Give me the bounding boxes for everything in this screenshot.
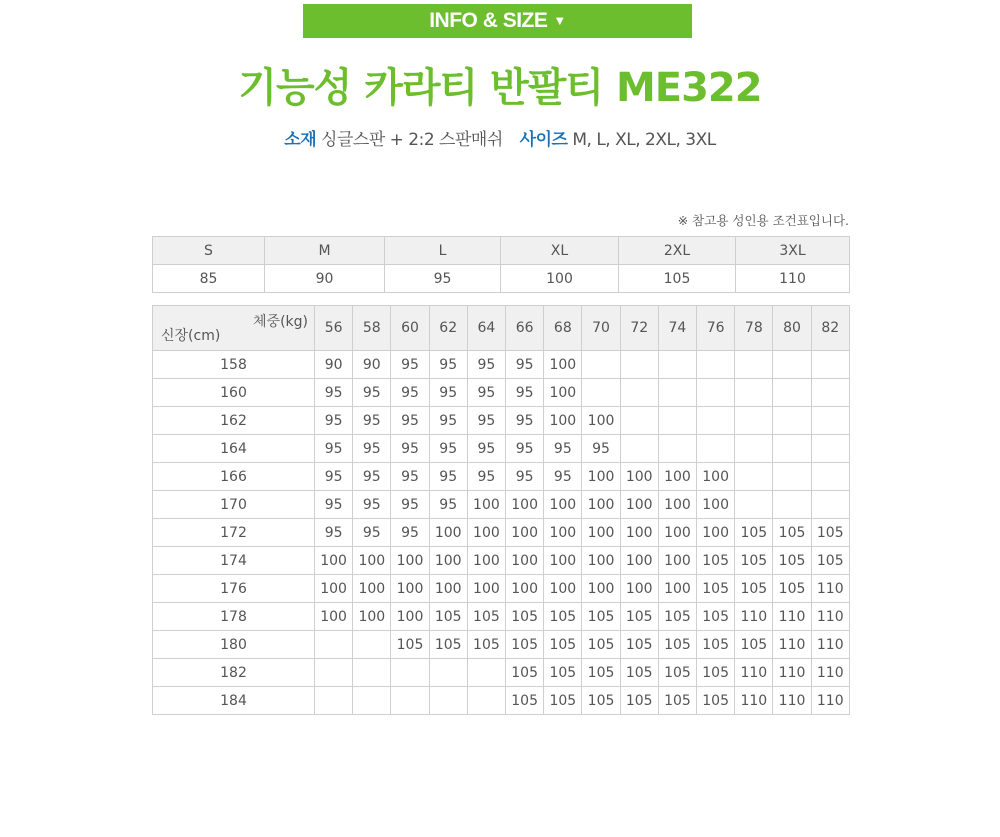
size-cell: 95 [429, 463, 467, 491]
weight-header-cell: 68 [544, 306, 582, 351]
size-cell: 105 [391, 631, 429, 659]
size-chart-row [153, 631, 850, 659]
size-cell: 100 [315, 575, 353, 603]
height-cell: 164 [153, 435, 315, 463]
size-chart-row [153, 435, 850, 463]
size-cell: 100 [467, 491, 505, 519]
size-cell [811, 407, 849, 435]
size-cell: 95 [506, 379, 544, 407]
size-cell: 105 [658, 631, 696, 659]
weight-axis-label: 체중(kg) [253, 314, 308, 330]
size-cell: 95 [315, 379, 353, 407]
size-cell: 105 [658, 659, 696, 687]
size-cell: 110 [773, 687, 811, 715]
height-cell: 162 [153, 407, 315, 435]
weight-header-cell: 82 [811, 306, 849, 351]
height-cell: 182 [153, 659, 315, 687]
size-cell: 100 [391, 575, 429, 603]
size-cell: 105 [620, 603, 658, 631]
height-cell: 172 [153, 519, 315, 547]
size-cell: 105 [658, 603, 696, 631]
size-cell: 110 [811, 631, 849, 659]
size-cell [391, 687, 429, 715]
size-cell [811, 463, 849, 491]
size-cell: 105 [506, 603, 544, 631]
size-cell: 105 [544, 687, 582, 715]
size-cell [658, 351, 696, 379]
size-cell: 95 [429, 435, 467, 463]
size-cell: 100 [467, 547, 505, 575]
size-cell: 105 [697, 687, 735, 715]
size-cell: 105 [620, 687, 658, 715]
weight-header-cell: 58 [353, 306, 391, 351]
size-cell [697, 379, 735, 407]
size-cell: 110 [811, 575, 849, 603]
size-cell [315, 687, 353, 715]
size-cell: 105 [506, 631, 544, 659]
size-cell [467, 659, 505, 687]
size-cell: 95 [353, 519, 391, 547]
size-cell [697, 351, 735, 379]
size-cell: 100 [544, 407, 582, 435]
size-label-cell: M [265, 237, 385, 265]
size-cell [620, 407, 658, 435]
size-cell: 100 [429, 575, 467, 603]
size-cell: 95 [467, 435, 505, 463]
size-cell [697, 435, 735, 463]
size-cell [811, 435, 849, 463]
size-cell: 100 [658, 547, 696, 575]
size-cell: 95 [353, 379, 391, 407]
size-cell: 95 [353, 435, 391, 463]
size-cell: 100 [582, 407, 620, 435]
size-cell [353, 631, 391, 659]
size-label-cell: XL [501, 237, 619, 265]
size-cell: 100 [658, 491, 696, 519]
size-cell: 105 [773, 547, 811, 575]
size-cell [582, 351, 620, 379]
size-cell: 105 [697, 603, 735, 631]
size-chart-row [153, 519, 850, 547]
size-cell: 105 [582, 603, 620, 631]
size-cell: 95 [391, 407, 429, 435]
size-label-cell: 2XL [619, 237, 736, 265]
weight-header-cell: 76 [697, 306, 735, 351]
size-cell [773, 351, 811, 379]
size-cell [735, 379, 773, 407]
size-cell: 95 [467, 407, 505, 435]
size-cell: 95 [429, 407, 467, 435]
height-cell: 176 [153, 575, 315, 603]
weight-header-cell: 64 [467, 306, 505, 351]
size-cell: 95 [391, 519, 429, 547]
size-cell: 95 [506, 435, 544, 463]
size-cell: 95 [467, 351, 505, 379]
size-cell [773, 407, 811, 435]
diagonal-header-cell [153, 306, 315, 351]
size-cell: 100 [697, 491, 735, 519]
size-cell: 100 [582, 463, 620, 491]
size-cell [773, 379, 811, 407]
size-value-cell: 105 [619, 265, 736, 293]
size-chart-row [153, 687, 850, 715]
product-specs [0, 127, 1000, 153]
size-cell: 105 [544, 659, 582, 687]
size-cell [658, 435, 696, 463]
size-cell: 105 [773, 575, 811, 603]
size-chart-row [153, 463, 850, 491]
size-cell: 100 [429, 547, 467, 575]
size-cell: 100 [506, 491, 544, 519]
size-cell [620, 379, 658, 407]
size-chart-row [153, 379, 850, 407]
size-cell [315, 659, 353, 687]
banner-label: INFO & SIZE [429, 9, 548, 32]
size-cell: 100 [620, 491, 658, 519]
size-cell: 95 [315, 491, 353, 519]
size-cell: 100 [658, 463, 696, 491]
size-value-cell: 90 [265, 265, 385, 293]
height-cell: 170 [153, 491, 315, 519]
size-cell: 105 [620, 631, 658, 659]
size-cell: 100 [544, 491, 582, 519]
size-cell [429, 687, 467, 715]
size-cell: 95 [506, 407, 544, 435]
height-cell: 166 [153, 463, 315, 491]
size-cell: 105 [506, 659, 544, 687]
size-cell [735, 435, 773, 463]
size-cell: 105 [697, 575, 735, 603]
size-cell: 95 [315, 463, 353, 491]
size-cell: 105 [735, 519, 773, 547]
size-cell: 95 [544, 435, 582, 463]
size-cell: 90 [353, 351, 391, 379]
material-value: 싱글스판 + 2:2 스판매쉬 [321, 130, 503, 150]
weight-header-cell: 70 [582, 306, 620, 351]
size-chart-row [153, 575, 850, 603]
material-label: 소재 [284, 130, 317, 150]
size-cell: 95 [315, 519, 353, 547]
weight-header-cell: 74 [658, 306, 696, 351]
size-cell: 100 [620, 463, 658, 491]
size-label: 사이즈 [519, 130, 568, 150]
size-cell [391, 659, 429, 687]
size-chart-row [153, 491, 850, 519]
size-value-cell: 85 [153, 265, 265, 293]
size-cell: 95 [544, 463, 582, 491]
size-cell: 105 [620, 659, 658, 687]
size-cell: 95 [353, 463, 391, 491]
size-cell [620, 435, 658, 463]
size-cell: 100 [658, 519, 696, 547]
size-cell: 105 [467, 603, 505, 631]
size-cell: 100 [506, 575, 544, 603]
height-cell: 158 [153, 351, 315, 379]
size-cell: 100 [544, 519, 582, 547]
size-cell [620, 351, 658, 379]
size-cell: 95 [506, 463, 544, 491]
size-cell: 95 [353, 407, 391, 435]
size-cell: 105 [735, 631, 773, 659]
size-cell [735, 491, 773, 519]
size-cell [658, 379, 696, 407]
size-cell: 100 [620, 575, 658, 603]
size-cell: 95 [506, 351, 544, 379]
size-cell [735, 407, 773, 435]
size-cell [773, 435, 811, 463]
size-cell [735, 351, 773, 379]
size-label-row [153, 237, 850, 265]
size-cell: 105 [582, 631, 620, 659]
size-chart-row [153, 407, 850, 435]
size-cell: 100 [353, 575, 391, 603]
size-chart-row [153, 659, 850, 687]
size-cell [697, 407, 735, 435]
size-cell: 100 [467, 575, 505, 603]
size-cell: 95 [391, 463, 429, 491]
size-cell [773, 491, 811, 519]
size-chart-row [153, 351, 850, 379]
size-cell: 100 [544, 379, 582, 407]
size-cell: 105 [735, 547, 773, 575]
size-cell [735, 463, 773, 491]
size-cell: 100 [697, 463, 735, 491]
size-cell: 105 [811, 547, 849, 575]
size-cell: 100 [391, 547, 429, 575]
height-cell: 160 [153, 379, 315, 407]
size-cell: 110 [773, 631, 811, 659]
size-label-cell: L [385, 237, 501, 265]
size-cell: 110 [773, 659, 811, 687]
size-cell: 100 [658, 575, 696, 603]
size-cell: 105 [582, 687, 620, 715]
size-chart-table [152, 305, 850, 715]
size-cell [353, 687, 391, 715]
size-cell: 105 [582, 659, 620, 687]
size-cell: 105 [544, 631, 582, 659]
weight-header-cell: 60 [391, 306, 429, 351]
size-cell: 95 [391, 435, 429, 463]
size-cell: 95 [353, 491, 391, 519]
size-cell: 105 [429, 603, 467, 631]
size-cell: 100 [391, 603, 429, 631]
size-cell [658, 407, 696, 435]
size-cell: 100 [467, 519, 505, 547]
size-chart-row [153, 547, 850, 575]
size-cell: 110 [735, 603, 773, 631]
size-cell: 110 [735, 659, 773, 687]
size-cell: 100 [353, 603, 391, 631]
size-cell: 90 [315, 351, 353, 379]
size-cell: 100 [544, 351, 582, 379]
size-cell: 100 [620, 519, 658, 547]
size-cell: 100 [506, 519, 544, 547]
height-cell: 178 [153, 603, 315, 631]
size-cell: 110 [811, 659, 849, 687]
height-cell: 180 [153, 631, 315, 659]
size-cell: 100 [582, 519, 620, 547]
size-cell: 95 [315, 407, 353, 435]
size-cell: 105 [773, 519, 811, 547]
size-cell: 105 [735, 575, 773, 603]
size-cell: 100 [582, 547, 620, 575]
size-cell: 110 [811, 687, 849, 715]
size-cell: 95 [391, 491, 429, 519]
size-cell: 100 [353, 547, 391, 575]
weight-header-cell: 72 [620, 306, 658, 351]
weight-header-cell: 80 [773, 306, 811, 351]
weight-header-cell: 56 [315, 306, 353, 351]
size-cell [811, 351, 849, 379]
weight-header-cell: 78 [735, 306, 773, 351]
size-value-cell: 100 [501, 265, 619, 293]
size-cell: 95 [582, 435, 620, 463]
size-cell: 105 [697, 631, 735, 659]
size-cell: 95 [391, 379, 429, 407]
size-cell: 95 [429, 351, 467, 379]
size-cell: 100 [544, 547, 582, 575]
size-cell: 110 [773, 603, 811, 631]
size-cell: 105 [429, 631, 467, 659]
size-cell: 95 [467, 379, 505, 407]
size-label-cell: 3XL [736, 237, 850, 265]
weight-header-cell: 66 [506, 306, 544, 351]
size-conversion-table [152, 236, 850, 293]
size-cell: 100 [544, 575, 582, 603]
reference-note: ※ 참고용 성인용 조건표입니다. [677, 213, 849, 228]
size-cell: 95 [315, 435, 353, 463]
size-cell: 110 [811, 603, 849, 631]
size-cell: 105 [467, 631, 505, 659]
height-cell: 174 [153, 547, 315, 575]
weight-header-cell: 62 [429, 306, 467, 351]
size-label-cell: S [153, 237, 265, 265]
size-value-cell: 110 [736, 265, 850, 293]
size-chart-row [153, 603, 850, 631]
size-cell: 105 [544, 603, 582, 631]
size-cell: 100 [506, 547, 544, 575]
size-cell: 100 [582, 491, 620, 519]
size-cell: 100 [582, 575, 620, 603]
size-value: M, L, XL, 2XL, 3XL [572, 130, 716, 150]
size-cell: 100 [315, 547, 353, 575]
size-cell [429, 659, 467, 687]
size-cell [582, 379, 620, 407]
size-cell: 105 [697, 659, 735, 687]
triangle-down-icon: ▼ [553, 13, 566, 28]
size-cell: 100 [620, 547, 658, 575]
size-cell: 105 [811, 519, 849, 547]
size-cell: 100 [697, 519, 735, 547]
product-title: 기능성 카라티 반팔티 ME322 [238, 65, 762, 111]
size-cell [315, 631, 353, 659]
size-cell [467, 687, 505, 715]
size-value-row [153, 265, 850, 293]
size-cell [773, 463, 811, 491]
size-cell [353, 659, 391, 687]
size-cell: 95 [429, 491, 467, 519]
size-cell: 110 [735, 687, 773, 715]
size-cell: 105 [658, 687, 696, 715]
size-cell: 105 [697, 547, 735, 575]
size-cell [811, 491, 849, 519]
size-cell: 95 [429, 379, 467, 407]
info-size-banner [303, 4, 692, 38]
size-cell: 95 [391, 351, 429, 379]
size-cell [811, 379, 849, 407]
height-cell: 184 [153, 687, 315, 715]
height-axis-label: 신장(cm) [161, 328, 221, 344]
size-cell: 100 [315, 603, 353, 631]
weight-header-row [153, 306, 850, 351]
size-cell: 105 [506, 687, 544, 715]
size-value-cell: 95 [385, 265, 501, 293]
size-cell: 100 [429, 519, 467, 547]
size-cell: 95 [467, 463, 505, 491]
